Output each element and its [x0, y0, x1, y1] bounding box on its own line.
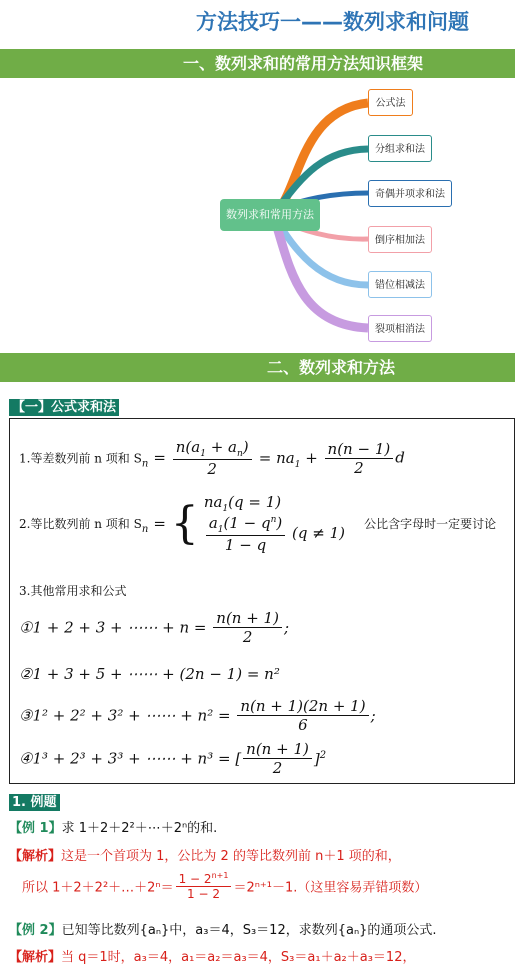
- mindmap-root: 数列求和常用方法: [220, 199, 320, 231]
- example-2-label: 【例 2】: [9, 923, 62, 938]
- formula-geometric: 2.等比数列前 n 项和 $S_n$ = { $na_1(q = 1)$ $\frac{a_1(1 - q^n)}{1 - q}$ (q ≠ 1) 公比含字母时一定要讨论: [19, 493, 497, 554]
- example-1: [9, 817, 217, 836]
- example-1-solution: 所以 1＋2＋2²＋…＋2ⁿ＝ $\frac{1 - 2^{n+1}}{1 - 2}$ ＝2ⁿ⁺¹－1.（这里容易弄错项数）: [22, 871, 428, 901]
- example-1-analysis-text: 这是一个首项为 1，公比为 2 的等比数列前 n＋1 项的和，: [61, 849, 401, 864]
- example-1-solution-b: ＝2ⁿ⁺¹－1.（这里容易弄错项数）: [233, 880, 428, 896]
- formula-arithmetic: 1.等差数列前 n 项和 $S_n$ = $\frac{n(a_1 + a_n)}{2}$ = $na_1$ + $\frac{n(n - 1)}{2}$ d: [19, 438, 405, 478]
- subsection-formula: [9, 396, 119, 415]
- example-2-analysis-text: 当 q＝1时，a₃＝4，a₁＝a₂＝a₃＝4，S₃＝a₁＋a₂＋a₃＝12，: [61, 950, 416, 965]
- example-1-text: 求 1＋2＋2²＋⋯＋2ⁿ的和.: [61, 821, 218, 836]
- section-banner-methods: 二、数列求和方法: [0, 353, 515, 382]
- formula-arithmetic-tail: = na: [258, 448, 295, 467]
- section-banner-framework: 一、数列求和的常用方法知识框架: [0, 49, 515, 78]
- example-1-solution-a: 所以 1＋2＋2²＋…＋2ⁿ＝: [22, 880, 174, 896]
- mindmap-node-reverse: 倒序相加法: [368, 226, 432, 253]
- formula-sum-squares: ③1² + 2² + 3² + ⋯⋯ + n² = $\frac{n(n + 1)(2n + 1)}{6}$ ;: [19, 697, 376, 734]
- formula-sum-integers: ①1 + 2 + 3 + ⋯⋯ + n = $\frac{n(n + 1)}{2}$ ;: [19, 609, 290, 646]
- mindmap-node-parity: 奇偶并项求和法: [368, 180, 452, 207]
- page-title: 方法技巧一——数列求和问题: [196, 10, 469, 34]
- example-1-label: 【例 1】: [9, 821, 62, 836]
- mindmap-node-split: 裂项相消法: [368, 315, 432, 342]
- formula-sum-cubes: ④1³ + 2³ + 3³ + ⋯⋯ + n³ = [ $\frac{n(n + 1)}{2}$ ]$^2$: [19, 740, 327, 777]
- example-2-analysis-label: 【解析】: [9, 950, 62, 965]
- example-2: [9, 919, 437, 938]
- examples-heading: [9, 791, 60, 810]
- subsection-formula-label: 【一】公式求和法: [9, 399, 119, 416]
- mindmap-node-group: 分组求和法: [368, 135, 432, 162]
- example-2-text: 已知等比数列{aₙ}中，a₃＝4，S₃＝12，求数列{aₙ}的通项公式.: [61, 923, 437, 938]
- mindmap-node-dislocation: 错位相减法: [368, 271, 432, 298]
- example-1-analysis-label: 【解析】: [9, 849, 62, 864]
- mindmap-node-formula: 公式法: [368, 89, 413, 116]
- example-1-analysis: [9, 845, 401, 864]
- formula-sum-integers-text: ①1 + 2 + 3 + ⋯⋯ + n =: [19, 618, 207, 637]
- examples-heading-label: 1. 例题: [9, 794, 60, 811]
- formula-geometric-note: 公比含字母时一定要讨论: [364, 517, 497, 531]
- formula-sum-odd: ②1 + 3 + 5 + ⋯⋯ + (2n − 1) = n²: [19, 665, 280, 683]
- formula-sum-squares-text: ③1² + 2² + 3² + ⋯⋯ + n² =: [19, 706, 231, 725]
- formula-geometric-label: 2.等比数列前 n 项和 S: [19, 517, 142, 531]
- formula-arithmetic-label: 1.等差数列前 n 项和 S: [19, 451, 142, 466]
- example-2-analysis: [9, 946, 415, 965]
- formula-others-label: 3.其他常用求和公式: [19, 584, 127, 598]
- formula-sum-cubes-text: ④1³ + 2³ + 3³ + ⋯⋯ + n³ = [: [19, 749, 242, 768]
